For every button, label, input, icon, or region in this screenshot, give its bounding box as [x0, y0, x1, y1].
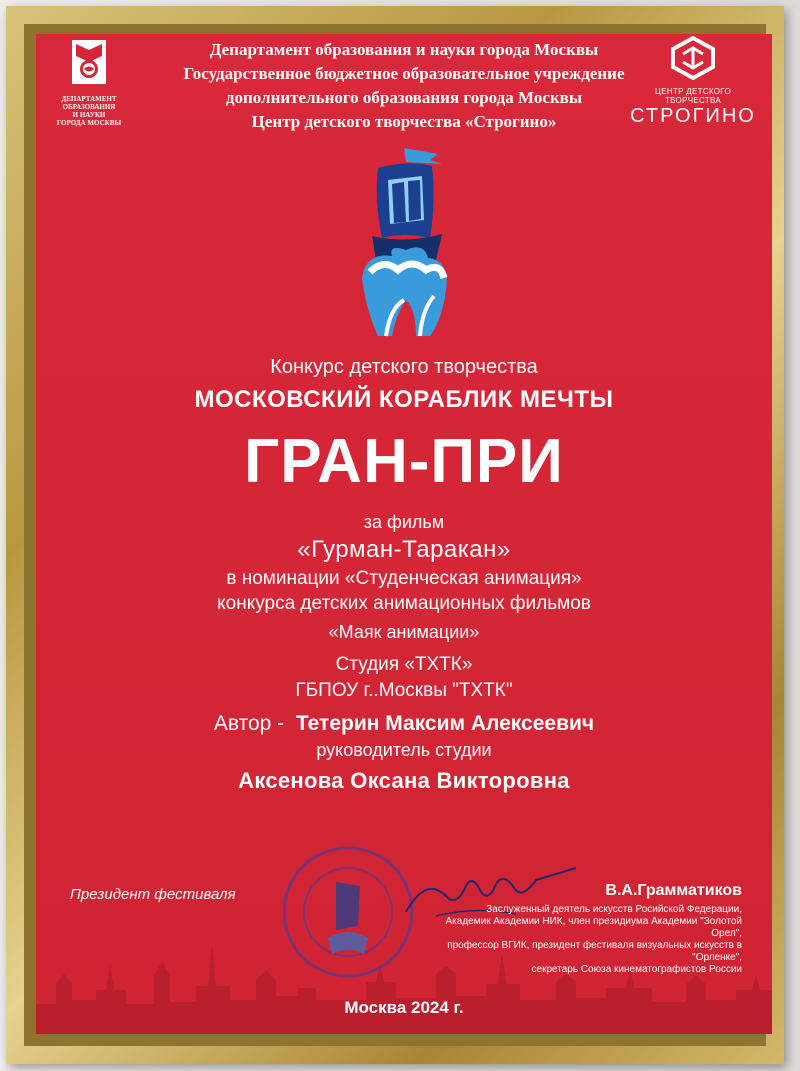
header-line-3: дополнительного образования города Москвы	[225, 88, 583, 107]
studio-head-name: Аксенова Оксана Викторовна	[238, 768, 570, 793]
author-label: Автор -	[213, 712, 285, 735]
credits-line: Академик Академии НИК, член президиума Академии "Золотой Орел",	[445, 916, 742, 939]
caption-line: ОБРАЗОВАНИЯ	[62, 103, 116, 111]
festival-name: «Маяк анимации»	[328, 622, 480, 642]
credits-line: Заслуженный деятель искусств Росийской Федерации,	[486, 904, 742, 915]
cube-logo-icon	[669, 36, 717, 80]
credits-line: секретарь Союза кинематографистов России	[531, 964, 742, 975]
studio-name: Студия «ТХТК»	[335, 654, 473, 675]
studio-head-label: руководитель студии	[316, 740, 492, 760]
strogino-logo	[628, 36, 758, 127]
strogino-logo-subtitle: ЦЕНТР ДЕТСКОГО ТВОРЧЕСТВА	[655, 87, 731, 105]
diploma-sheet	[36, 34, 772, 1034]
nomination: в номинации «Студенческая анимация»	[226, 568, 582, 589]
for-film-label: за фильм	[363, 512, 445, 532]
caption-line: ГОРОДА МОСКВЫ	[56, 119, 122, 127]
competition: конкурса детских анимационных фильмов	[217, 593, 591, 614]
institution-name: ГБПОУ г..Москвы "ТХТК"	[295, 680, 513, 701]
film-title: «Гурман-Таракан»	[297, 536, 511, 563]
contest-label: Конкурс детского творчества	[270, 356, 538, 378]
credits-line: профессор ВГИК, президент фестиваля визуальных искусств в "Орленке",	[447, 940, 742, 963]
ship-emblem	[346, 140, 466, 340]
header-line-4: Центр детского творчества «Строгино»	[251, 112, 557, 131]
header-line-2: Государственное бюджетное образовательное учреждение	[183, 64, 625, 83]
president-name: В.А.Грамматиков	[605, 882, 742, 899]
city-year: Москва 2024 г.	[344, 998, 464, 1017]
author-name: Тетерин Максим Алексеевич	[295, 712, 595, 735]
strogino-logo-title: СТРОГИНО	[630, 105, 756, 127]
award-title: ГРАН-ПРИ	[244, 427, 564, 496]
caption-line: ДЕПАРТАМЕНТ	[61, 95, 117, 103]
contest-name: МОСКОВСКИЙ КОРАБЛИК МЕЧТЫ	[194, 386, 614, 413]
president-label: Президент фестиваля	[70, 886, 236, 903]
header-line-1: Департамент образования и науки города Москвы	[209, 40, 599, 59]
author-line	[36, 712, 772, 736]
president-credits	[432, 904, 742, 976]
caption-line: И НАУКИ	[72, 111, 106, 119]
